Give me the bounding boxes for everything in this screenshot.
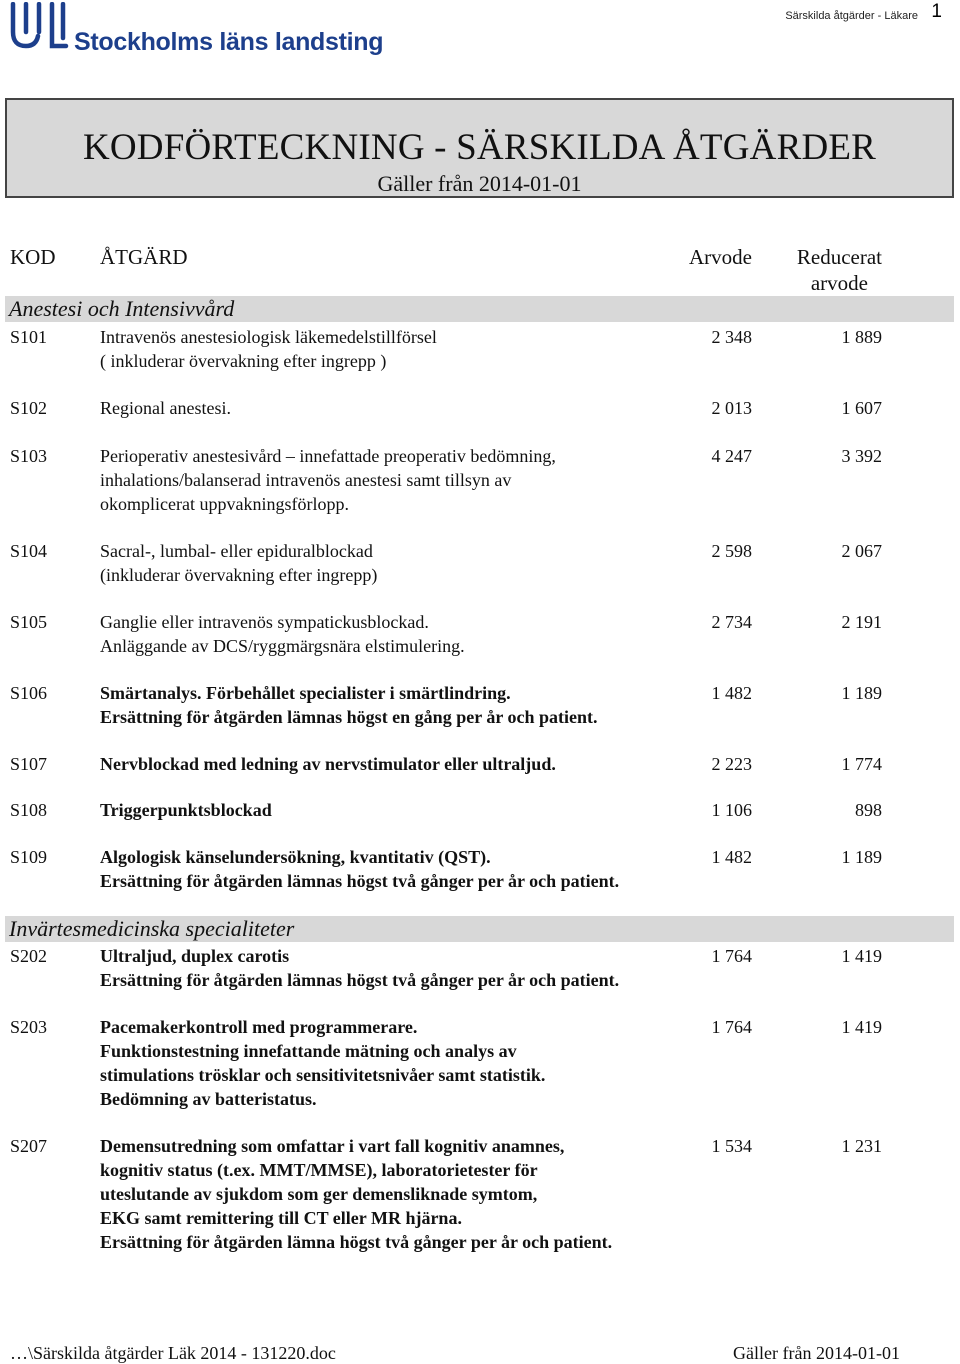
description-line: Demensutredning som omfattar i vart fall kognitiv anamnes, (100, 1136, 565, 1156)
description-line: uteslutande av sjukdom som ger demensliknade symtom, (100, 1184, 538, 1204)
description-line: Ultraljud, duplex carotis (100, 946, 290, 966)
description-line: Anläggande av DCS/ryggmärgsnära elstimulering. (100, 636, 465, 656)
row-reduced-fee: 1 189 (841, 683, 882, 703)
page-subtitle: Gäller från 2014-01-01 (377, 171, 582, 196)
row-code: S103 (10, 446, 48, 466)
description-line: Ganglie eller intravenös sympatickusblockad. (100, 612, 429, 632)
description-line: Funktionstestning innefattande mätning och analys av (100, 1041, 517, 1061)
row-reduced-fee: 1 419 (841, 946, 882, 966)
row-reduced-fee: 3 392 (841, 446, 882, 466)
column-header-action: ÅTGÄRD (100, 245, 188, 269)
org-name: Stockholms läns landsting (74, 28, 384, 56)
section-title-internal-medicine: Invärtesmedicinska specialiteter (5, 916, 954, 942)
description-line: Pacemakerkontroll med programmerare. (100, 1017, 418, 1037)
column-header-reduced-line2: arvode (810, 271, 868, 295)
row-code: S207 (10, 1136, 48, 1156)
column-header-reduced (797, 244, 882, 296)
row-description (100, 845, 700, 893)
row-code: S203 (10, 1017, 48, 1037)
row-reduced-fee: 1 607 (841, 398, 882, 418)
row-description (100, 444, 700, 516)
row-reduced-fee: 1 189 (841, 847, 882, 867)
row-code: S104 (10, 541, 48, 561)
column-header-fee: Arvode (689, 245, 752, 269)
row-description (100, 752, 700, 776)
footer-file-path: …\Särskilda åtgärder Läk 2014 - 131220.doc (10, 1343, 336, 1363)
description-line: EKG samt remittering till CT eller MR hjärna. (100, 1208, 462, 1228)
row-reduced-fee: 1 231 (841, 1136, 882, 1156)
description-line: Ersättning för åtgärden lämna högst två gånger per år och patient. (100, 1232, 613, 1252)
description-line: Nervblockad med ledning av nervstimulator eller ultraljud. (100, 754, 556, 774)
description-line: Intravenös anestesiologisk läkemedelstillförsel (100, 327, 437, 347)
row-description (100, 1015, 700, 1111)
row-description (100, 798, 700, 822)
description-line: Ersättning för åtgärden lämnas högst två gånger per år och patient. (100, 970, 620, 990)
section-title-anesthesia: Anestesi och Intensivvård (5, 296, 954, 322)
row-code: S102 (10, 398, 48, 418)
row-reduced-fee: 1 774 (841, 754, 882, 774)
row-reduced-fee: 2 191 (841, 612, 882, 632)
row-description (100, 1134, 700, 1254)
description-line: (inkluderar övervakning efter ingrepp) (100, 565, 378, 585)
row-description (100, 325, 700, 373)
description-line: Triggerpunktsblockad (100, 800, 272, 820)
page-number: 1 (931, 1, 942, 22)
row-code: S202 (10, 946, 48, 966)
row-fee: 2 223 (711, 754, 752, 774)
description-line: Perioperativ anestesivård – innefattade preoperativ bedömning, (100, 446, 556, 466)
description-line: ( inkluderar övervakning efter ingrepp ) (100, 351, 387, 371)
row-fee: 1 482 (711, 683, 752, 703)
description-line: Regional anestesi. (100, 398, 231, 418)
document-label: Särskilda åtgärder - Läkare (785, 10, 918, 22)
row-code: S108 (10, 800, 48, 820)
column-header-reduced-line1: Reducerat (796, 245, 882, 269)
row-fee: 1 106 (711, 800, 752, 820)
description-line: Sacral-, lumbal- eller epiduralblockad (100, 541, 373, 561)
description-line: Bedömning av batteristatus. (100, 1089, 317, 1109)
row-fee: 2 598 (711, 541, 752, 561)
row-description (100, 944, 700, 992)
row-code: S107 (10, 754, 48, 774)
row-fee: 2 348 (711, 327, 752, 347)
row-description (100, 610, 700, 658)
description-line: Smärtanalys. Förbehållet specialister i smärtlindring. (100, 683, 511, 703)
description-line: stimulations trösklar och sensitivitetsnivåer samt statistik. (100, 1065, 546, 1085)
page-title: KODFÖRTECKNING - SÄRSKILDA ÅTGÄRDER (82, 127, 877, 168)
footer-valid-from: Gäller från 2014-01-01 (733, 1343, 900, 1363)
row-code: S101 (10, 327, 48, 347)
row-fee: 1 534 (711, 1136, 752, 1156)
row-fee: 2 013 (711, 398, 752, 418)
row-reduced-fee: 1 889 (841, 327, 882, 347)
description-line: kognitiv status (t.ex. MMT/MMSE), laboratorietester för (100, 1160, 538, 1180)
sll-logo-icon (8, 2, 70, 50)
row-code: S106 (10, 683, 48, 703)
row-reduced-fee: 898 (855, 800, 882, 820)
row-description (100, 681, 700, 729)
row-fee: 1 764 (711, 1017, 752, 1037)
row-reduced-fee: 1 419 (841, 1017, 882, 1037)
row-description (100, 539, 700, 587)
row-code: S105 (10, 612, 48, 632)
column-header-code: KOD (10, 245, 56, 269)
description-line: inhalations/balanserad intravenös anestesi samt tillsyn av (100, 470, 512, 490)
description-line: okomplicerat uppvakningsförlopp. (100, 494, 349, 514)
row-reduced-fee: 2 067 (841, 541, 882, 561)
row-description (100, 396, 700, 420)
row-fee: 4 247 (711, 446, 752, 466)
description-line: Ersättning för åtgärden lämnas högst två gånger per år och patient. (100, 871, 620, 891)
row-fee: 1 482 (711, 847, 752, 867)
description-line: Ersättning för åtgärden lämnas högst en gång per år och patient. (100, 707, 598, 727)
description-line: Algologisk känselundersökning, kvantitativ (QST). (100, 847, 491, 867)
org-logo (8, 2, 383, 57)
title-box (5, 98, 954, 198)
row-fee: 2 734 (711, 612, 752, 632)
row-fee: 1 764 (711, 946, 752, 966)
row-code: S109 (10, 847, 48, 867)
